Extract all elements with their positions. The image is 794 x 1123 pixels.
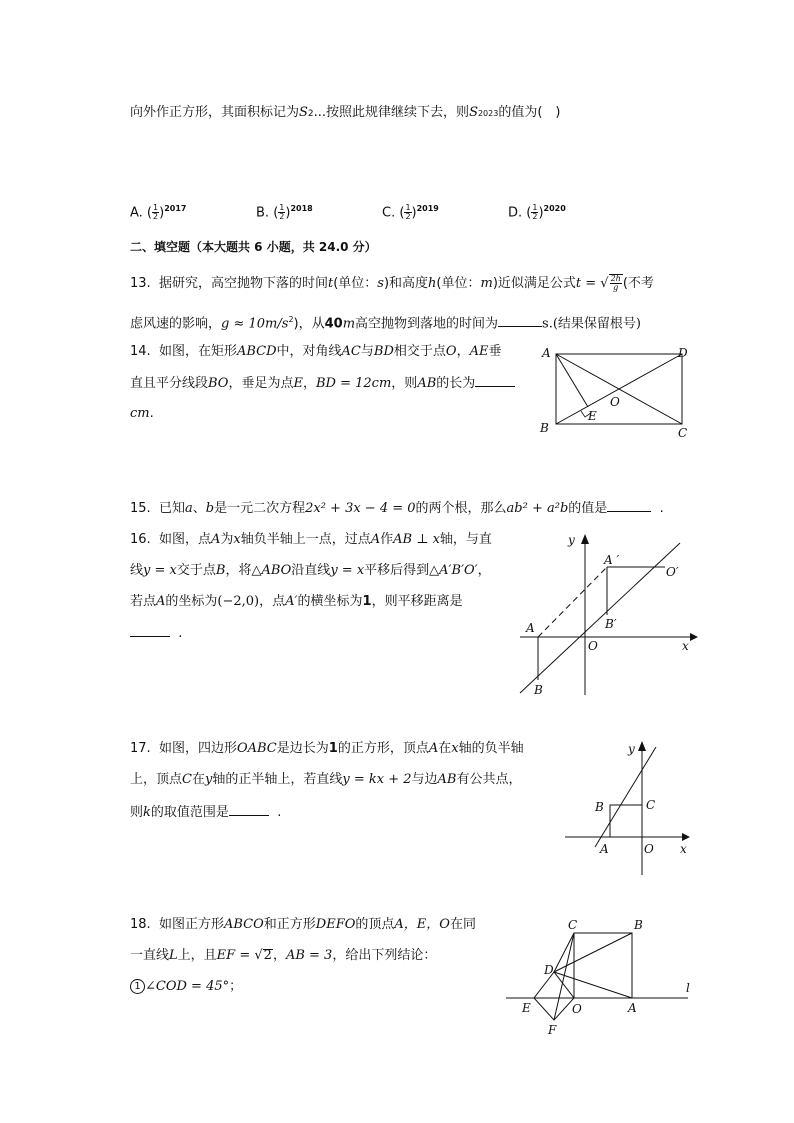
option-c-num: 1 [405,203,411,213]
q16-l1-a: 如图，点 [158,532,211,547]
q12-stem-text-c: 的值为( ) [498,105,561,120]
q14-label-b: B [540,421,549,435]
q13-line2-b: )，从 [293,316,325,332]
q18-angle: ∠COD = 45° [145,979,230,994]
q17-ab: AB [437,772,457,787]
q13-text-e: )近似满足公式 [492,276,576,291]
q15-text-a: 已知 [158,501,185,516]
q16-label-x: x [682,639,689,653]
q16-label-b: B [534,683,543,697]
q18-label-d: D [544,963,554,977]
q16-a: A [210,532,221,547]
option-d-den: 2 [532,212,538,222]
q17-l1-b: 是边长为 [276,741,329,756]
q14-label-c: C [678,426,688,440]
option-a-den: 2 [153,212,159,222]
q16-l3-b: 的坐标为 [165,594,218,609]
q16-number: 16. [130,532,151,547]
q14-ae: AE [469,344,489,359]
q14-line1-b: 中，对角线 [276,344,342,359]
q16-tri: △ABO [251,563,292,578]
q18-l3-b: ； [229,979,243,994]
q15-number: 15. [130,501,151,516]
q14-abcd: ABCD [236,344,277,359]
q18-l2-a: 一直线 [130,948,170,963]
q12-stem-text-b: ...按照此规律继续下去，则 [313,105,470,120]
q18-line1 [130,916,476,934]
q16-label-y: y [568,533,575,547]
q14-line2-b: ，垂足为点 [228,376,294,391]
q16-label-op: O′ [666,565,679,579]
q18-l2-d: ，给出下列结论： [332,948,437,963]
q16-l1-b: 为 [220,532,234,547]
q17-l1-e: 轴的负半轴 [458,741,524,756]
s2023-symbol: S [469,105,478,120]
q17-line2 [130,771,521,789]
q14-label-e: E [588,409,597,423]
q17-label-a: A [600,842,609,856]
option-d-exp: 2020 [543,204,566,213]
q15-b: b [205,501,215,516]
q16-y-arrow [581,534,589,544]
q18-label-f: F [548,1023,557,1037]
q18-label-a: A [628,1001,637,1015]
q18-line3 [130,978,242,996]
q18-l: L [169,948,178,963]
q18-l1-d: 在同 [449,917,476,932]
q17-figure [560,735,700,880]
q14-label-d: D [678,346,688,360]
q18-number: 18. [130,917,151,932]
q14-ab: AB [417,376,437,391]
q13-s: s [377,276,384,291]
q17-l2-a: 上，顶点 [130,772,183,787]
q13-formula-num: 2h [610,274,621,283]
q13-number: 13. [130,276,151,291]
q17-label-y: y [628,742,635,756]
q18-l2-c: ， [272,948,286,963]
q12-stem-line [130,104,560,123]
q16-a3: A [156,594,166,609]
q13-line1 [130,274,654,293]
q14-e: E [293,376,303,391]
q16-figure [510,530,700,700]
q17-label-c: C [646,798,656,812]
q18-label-l: l [686,981,690,995]
q14-line2 [130,374,515,393]
q17-label-x: x [680,842,687,856]
q18-segment-da [554,972,632,998]
q17-l3-b: 的取值范围是 [150,805,229,820]
q13-m: m [480,276,493,291]
q17-a: A [428,741,439,756]
option-a[interactable]: A. ( $\frac{1}{2}$ )$^{2017}$ [130,203,187,222]
q15-period: . [659,501,664,516]
q17-y-arrow [638,741,646,751]
option-a-label: A. [130,205,143,221]
q18-l1-a: 如图正方形 [158,917,224,932]
q14-o: O [445,344,457,359]
q18-l1-c: 的顶点 [355,917,395,932]
q17-line1 [130,740,524,758]
q16-l3-e: ，则平移距离是 [371,594,463,609]
q16-line3 [130,593,463,611]
q15-answer-blank[interactable] [607,499,651,512]
option-c-exp: 2019 [416,204,439,213]
q14-line1-d: 相交于点 [393,344,446,359]
q13-text-f: (不考 [622,276,654,291]
q15-expression: ab² + a²b [506,501,569,516]
option-c[interactable]: C. ( $\frac{1}{2}$ )$^{2019}$ [382,203,439,222]
option-a-exp: 2017 [164,204,187,213]
s2023-subscript: 2023 [477,109,499,118]
q16-l3-d: 的横坐标为 [297,594,363,609]
q18-defo: DEFO [315,917,356,932]
q13-unit: m/s [265,316,289,332]
q17-c: C [182,772,192,787]
q13-line2-a: 虑风速的影响， [130,316,222,332]
q18-ab3: AB = 3 [285,948,333,963]
q14-number: 14. [130,344,151,359]
q17-number: 17. [130,741,151,756]
q13-g-approx: g ≈ 10 [221,316,266,332]
q17-l2-c: 轴的正半轴上，若直线 [212,772,343,787]
q18-ef: EF = [216,948,251,963]
q13-height: 40 [324,316,343,332]
q14-line1 [130,343,502,361]
q13-answer-blank[interactable] [498,314,542,327]
q17-answer-blank[interactable] [229,803,269,816]
option-b-fraction [278,204,285,221]
q16-a2: A [370,532,381,547]
q16-l3-a: 若点 [130,594,157,609]
q18-pts: A，E，O [394,917,450,932]
q13-line2-d: s.(结果保留根号) [542,316,641,332]
option-b[interactable]: B. ( $\frac{1}{2}$ )$^{2018}$ [256,203,313,222]
q16-dashed-aa [538,567,607,637]
q18-sqrt-symbol: √ [254,948,263,963]
q14-figure [536,340,696,440]
q13-formula-lhs: t = [575,276,597,291]
option-a-num: 1 [153,203,159,213]
q15-a: a [184,501,193,516]
q13-text-c: )和高度 [383,276,429,291]
q16-b: B [215,563,226,578]
q17-oabc: OABC [236,741,277,756]
q14-bd: BD [373,344,394,359]
q18-l2-b: 上，且 [177,948,217,963]
q18-l1-b: 和正方形 [263,917,316,932]
q13-text-a: 据研究，高空抛物下落的时间 [158,276,328,291]
q13-unit-exp: 2 [288,315,294,324]
q16-tri2: △A′B′O′ [429,563,478,578]
option-d-label: D. [508,205,523,221]
q16-x-arrow [690,633,698,641]
q13-h: h [428,276,437,291]
q14-label-o: O [610,395,620,409]
q17-square [610,805,642,837]
q16-l1-d: 作 [380,532,394,547]
q17-line-eq: y = kx + 2 [342,772,412,787]
q16-l2-a: 线 [130,563,144,578]
q13-text-b: (单位： [333,276,378,291]
section-title: 二、填空题（本大题共 6 小题，共 24.0 分） [130,240,377,254]
q16-l2-c: ，将 [225,563,252,578]
q16-label-o: O [588,639,598,653]
q17-k: k [143,805,151,820]
option-b-exp: 2018 [290,204,313,213]
option-c-fraction [404,204,411,221]
option-c-den: 2 [405,212,411,222]
q14-line1-f: 垂 [488,344,502,359]
option-d-fraction [531,204,538,221]
q12-stem-text-a: 向外作正方形，其面积标记为 [130,105,300,120]
q17-line3 [130,803,281,822]
q18-label-c: C [568,918,578,932]
q13-text-d: (单位： [436,276,481,291]
q16-answer-blank[interactable] [130,624,170,637]
q18-label-e: E [522,1001,531,1015]
q18-line2 [130,947,436,965]
q14-answer-blank[interactable] [475,374,515,387]
q16-label-bp: B′ [605,617,617,631]
q14-period: . [149,406,154,421]
q14-line1-c: 与 [360,344,374,359]
q16-yx: y = x [143,563,177,578]
q14-line2-a: 直且平分线段 [130,376,209,391]
s2-symbol: S [299,105,308,120]
q17-one: 1 [328,741,338,756]
q17-l2-b: 在 [191,772,205,787]
q14-line2-c: ， [302,376,316,391]
q13-sqrt-symbol: √ [600,276,609,291]
q17-period: . [277,805,282,820]
q17-l1-c: 的正方形，顶点 [337,741,429,756]
q16-l1-c: 轴负半轴上一点，过点 [240,532,371,547]
q15-equation: 2x² + 3x − 4 = 0 [305,501,416,516]
q13-line2-c: 高空抛物到落地的时间为 [355,316,499,332]
q16-label-a: A [526,621,535,635]
q17-line [595,747,656,847]
q18-abco: ABCO [223,917,264,932]
option-b-num: 1 [279,203,285,213]
q14-ac: AC [341,344,361,359]
q14-line1-a: 如图，在矩形 [158,344,237,359]
q14-line2-d: ，则 [391,376,418,391]
q18-label-b: B [634,918,643,932]
q17-label-b: B [595,800,604,814]
q17-y: y [204,772,213,787]
q14-line1-e: ， [456,344,470,359]
q16-l2-f: ， [477,563,491,578]
q13-height-unit: m [342,316,356,332]
option-b-label: B. [256,205,270,221]
q16-l3-c: ，点 [259,594,286,609]
q17-x-arrow [682,833,690,841]
q16-one: 1 [362,594,372,609]
q18-square-defo [534,972,574,1020]
q16-line2 [130,562,491,580]
q16-line-yx [520,543,680,693]
q13-line2 [130,311,641,333]
q18-figure [498,912,698,1042]
q17-label-o: O [644,842,654,856]
q15-text-b: 、 [192,501,206,516]
q15-text-d: 的两个根，那么 [415,501,507,516]
q18-segment-db [554,933,632,972]
q16-x: x [233,532,241,547]
q16-label-ap: A ′ [604,553,620,567]
q16-l2-d: 沿直线 [291,563,331,578]
q17-l2-d: 与边 [411,772,438,787]
option-c-label: C. [382,205,396,221]
q14-cm: cm [130,406,150,421]
option-d[interactable]: D. ( $\frac{1}{2}$ )$^{2020}$ [508,203,566,222]
q16-l2-e: 平移后得到 [364,563,430,578]
option-a-fraction [152,204,159,221]
q13-formula-den: g [613,283,619,292]
q15-text-c: 是一元二次方程 [214,501,306,516]
q14-bd12: BD = 12cm [316,376,392,391]
q16-period: . [178,626,183,641]
q16-ap: A′ [285,594,298,609]
q14-line3 [130,405,154,423]
q14-label-a: A [542,346,551,360]
q18-sqrt-body: 2 [263,948,272,963]
q13-formula-fraction [610,275,622,292]
q16-ab-perp: AB ⊥ x [393,532,440,547]
q17-l1-d: 在 [438,741,452,756]
q18-circled-1: 1 [130,979,145,994]
q14-bo: BO [208,376,229,391]
q16-line1 [130,531,492,549]
q16-l1-e: 轴，与直 [439,532,492,547]
q18-segment-dc [554,933,574,972]
q13-sqrt-body [609,274,623,292]
q14-line2-e: 的长为 [436,376,476,391]
q16-line4 [130,624,182,643]
q17-x: x [451,741,459,756]
option-d-num: 1 [532,203,538,213]
s2-subscript: 2 [307,109,314,119]
q17-l3-a: 则 [130,805,144,820]
q14-segment-ae [556,354,588,407]
q16-yx2: y = x [330,563,365,578]
q17-l2-e: 有公共点， [456,772,522,787]
q17-l1-a: 如图，四边形 [158,741,237,756]
q15-line [130,499,664,518]
q13-t: t [327,276,334,291]
q18-label-o: O [572,1002,582,1016]
q16-coord: (−2,0) [217,594,260,609]
q16-l2-b: 交于点 [176,563,216,578]
option-b-den: 2 [279,212,285,222]
q15-text-e: 的值是 [568,501,608,516]
